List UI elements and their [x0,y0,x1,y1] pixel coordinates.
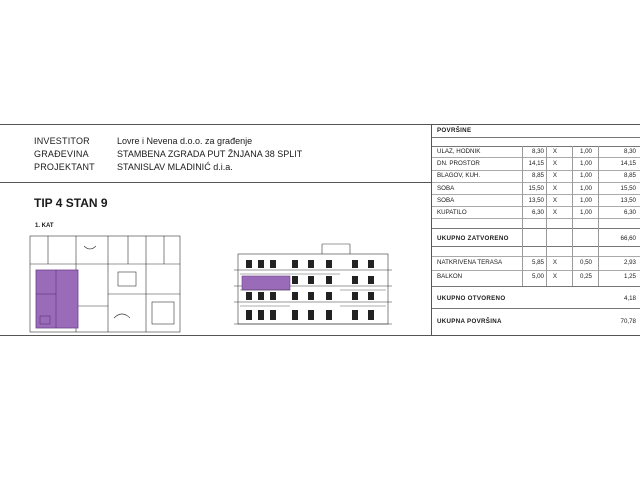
area-row-total: 8,30 [623,148,636,155]
frame-divider [431,124,432,336]
area-row-total: 13,50 [620,196,636,204]
area-row-total: 14,15 [620,160,636,168]
area-row-x: X [552,172,558,180]
area-row-coef: 0,50 [579,259,592,266]
area-row-total: 2,93 [623,259,636,266]
area-table-header: POVRŠINE [437,127,472,134]
area-row-coef: 1,00 [579,184,592,192]
highlighted-apartment-elevation [242,276,290,290]
area-row-total: 6,30 [623,209,636,216]
area-row-total: 8,85 [623,172,636,180]
area-row-x: X [552,148,558,155]
area-row-area: 8,30 [531,148,544,155]
projektant-label: PROJEKTANT [34,162,95,172]
area-row-coef: 1,00 [579,148,592,155]
open-total-value: 4,18 [623,295,636,302]
area-row-coef: 1,00 [579,196,592,204]
area-row-x: X [552,184,558,192]
area-row-area: 14,15 [528,160,544,168]
floor-label: 1. KAT [35,223,54,229]
highlighted-apartment-area [36,270,78,328]
building-elevation-drawing [230,240,400,326]
area-row-name: ULAZ, HODNIK [437,148,481,155]
gradevina-label: GRAĐEVINA [34,149,89,159]
frame-top-line [0,124,640,125]
floor-plan-drawing [28,234,184,334]
area-row-coef: 0,25 [579,273,592,280]
area-row-area: 5,85 [531,259,544,266]
area-row-area: 8,85 [531,172,544,180]
closed-total-value: 66,60 [620,235,636,242]
area-row-name: SOBA [437,184,455,192]
closed-total-label: UKUPNO ZATVORENO [437,235,509,242]
area-row-area: 15,50 [528,184,544,192]
investitor-value: Lovre i Nevena d.o.o. za građenje [117,136,253,146]
area-row-coef: 1,00 [579,160,592,168]
projektant-value: STANISLAV MLADINIĆ d.i.a. [117,162,233,172]
area-row-total: 1,25 [623,273,636,280]
area-row-name: BLAGOV, KUH. [437,172,481,180]
area-row-name: NATKRIVENA TERASA [437,259,503,266]
area-row-name: BALKON [437,273,463,280]
investitor-label: INVESTITOR [34,136,90,146]
area-row-coef: 1,00 [579,172,592,180]
area-row-x: X [552,259,558,266]
area-row-area: 6,30 [531,209,544,216]
area-row-x: X [552,196,558,204]
open-total-label: UKUPNO OTVORENO [437,295,506,302]
area-row-x: X [552,273,558,280]
area-row-x: X [552,209,558,216]
area-row-x: X [552,160,558,168]
area-row-area: 5,00 [531,273,544,280]
area-row-area: 13,50 [528,196,544,204]
frame-bottom-line [0,335,640,336]
area-row-name: SOBA [437,196,455,204]
area-row-total: 15,50 [620,184,636,192]
grand-total-value: 70,78 [620,318,636,325]
area-row-name: KUPATILO [437,209,467,216]
grand-total-label: UKUPNA POVRŠINA [437,318,502,325]
area-row-coef: 1,00 [579,209,592,216]
gradevina-value: STAMBENA ZGRADA PUT ŽNJANA 38 SPLIT [117,149,303,159]
apartment-title: TIP 4 STAN 9 [34,196,108,210]
frame-mid-line [0,182,432,183]
area-row-name: DN. PROSTOR [437,160,480,168]
